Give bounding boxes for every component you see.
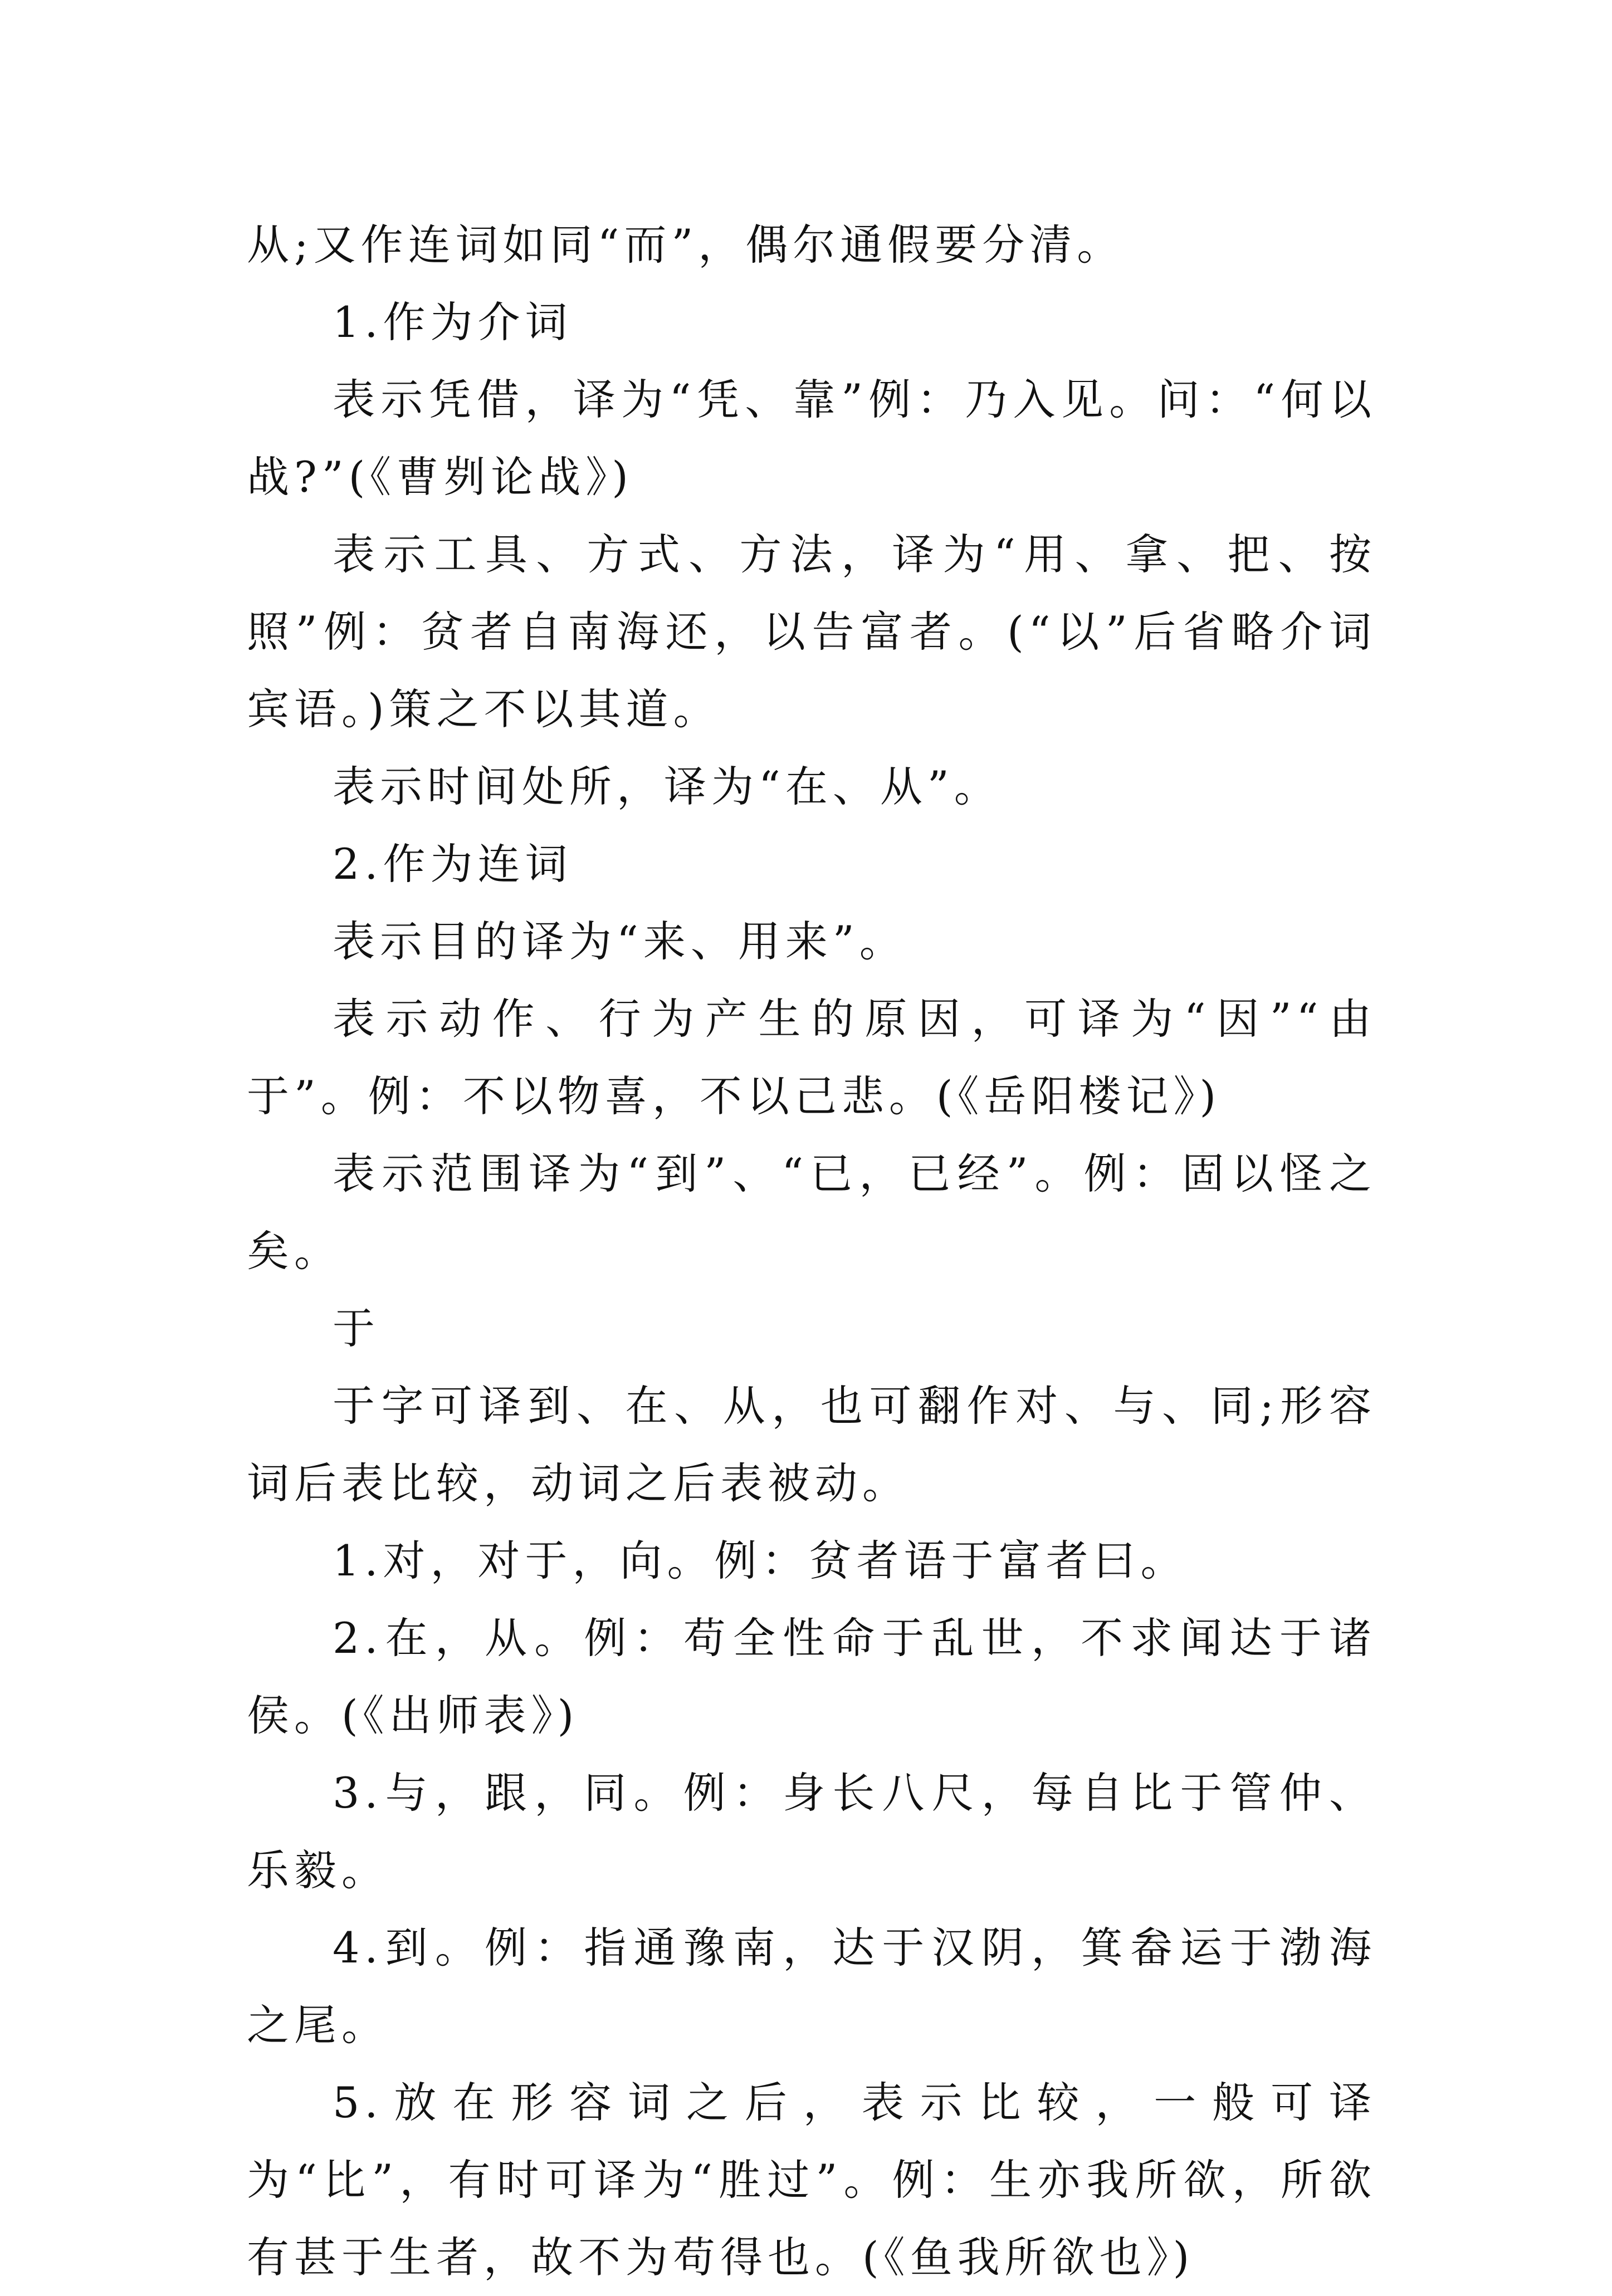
paragraph-time-place: 表示时间处所，译为“在、从”。 xyxy=(333,762,1002,811)
heading-conjunction: 2.作为连词 xyxy=(333,839,573,889)
paragraph-tool-method: 表示工具、方式、方法，译为“用、拿、把、按照”例：贫者自南海还，以告富者。(“以”后省略介词宾语。)策之不以其道。 xyxy=(247,530,1376,734)
heading-preposition: 1.作为介词 xyxy=(333,297,573,347)
paragraph-reliance: 表示凭借，译为“凭、靠”例：乃入见。问：“何以战?”(《曹刿论战》) xyxy=(247,375,1376,502)
list-item-yu-2: 2.在，从。例：苟全性命于乱世，不求闻达于诸侯。(《出师表》) xyxy=(247,1613,1376,1740)
list-item-yu-1: 1.对，对于，向。例：贫者语于富者曰。 xyxy=(333,1536,1188,1585)
document-page xyxy=(247,206,1376,2296)
list-item-yu-4: 4.到。例：指通豫南，达于汉阴，箕畚运于渤海之尾。 xyxy=(247,1923,1376,2050)
list-item-yu-5: 5.放在形容词之后，表示比较，一般可译为“比”，有时可译为“胜过”。例：生亦我所欲，所欲有甚于生者，故不为苟得也。(《鱼我所欲也》) xyxy=(247,2078,1376,2282)
list-item-yu-3: 3.与，跟，同。例：身长八尺，每自比于管仲、乐毅。 xyxy=(247,1768,1376,1895)
paragraph-cause: 表示动作、行为产生的原因，可译为“因”“由于”。例：不以物喜，不以己悲。(《岳阳楼记》) xyxy=(247,994,1376,1121)
paragraph-continuation: 从;又作连词如同“而”，偶尔通假要分清。 xyxy=(247,220,1125,270)
paragraph-yu-summary: 于字可译到、在、从，也可翻作对、与、同;形容词后表比较，动词之后表被动。 xyxy=(247,1381,1376,1508)
paragraph-purpose: 表示目的译为“来、用来”。 xyxy=(333,917,907,966)
paragraph-scope: 表示范围译为“到”、“已，已经”。例：固以怪之矣。 xyxy=(247,1149,1376,1276)
heading-yu: 于 xyxy=(333,1304,380,1353)
